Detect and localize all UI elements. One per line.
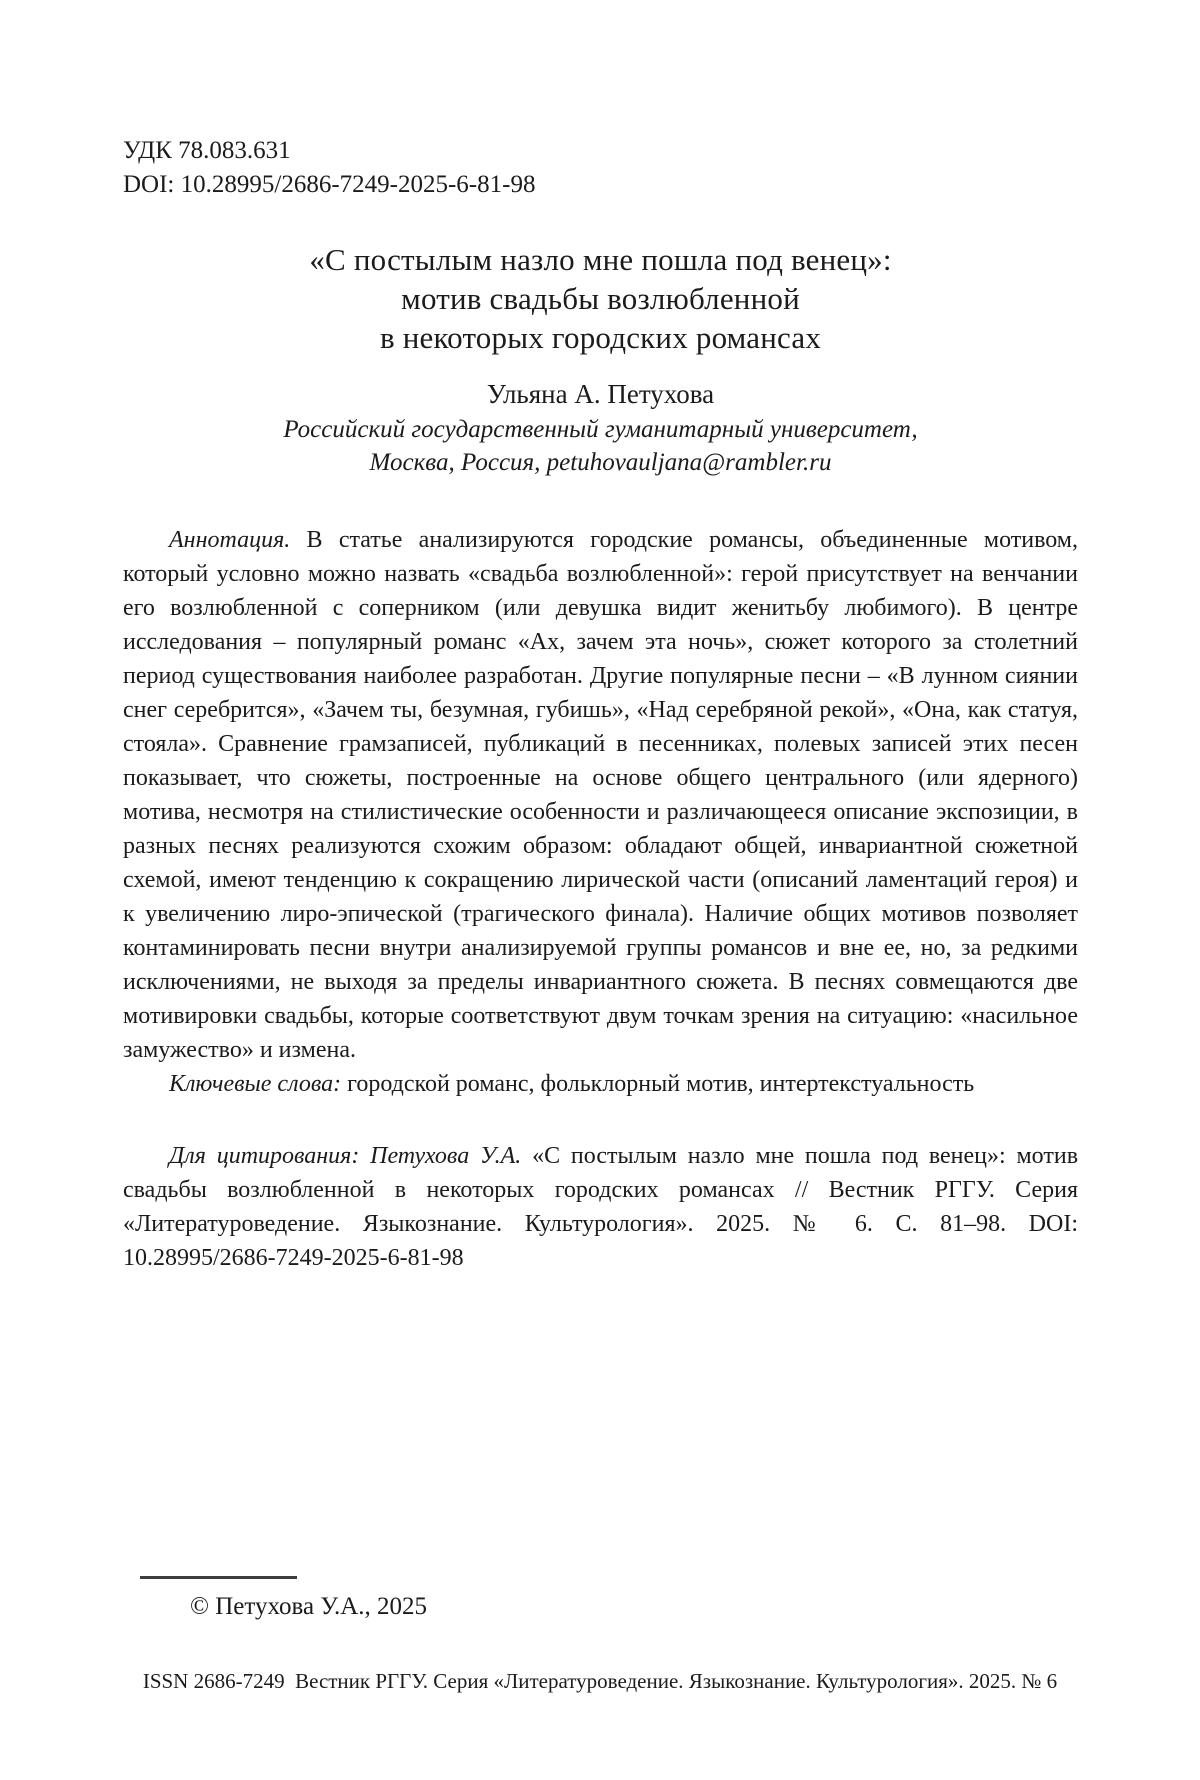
- abstract-label: Аннотация.: [169, 527, 291, 553]
- affiliation-city-email: Москва, Россия, petuhovauljana@rambler.ru: [369, 449, 832, 476]
- citation-author: Петухова У.А.: [359, 1143, 522, 1169]
- article-title: [123, 240, 1078, 357]
- copyright-text: © Петухова У.А., 2025: [190, 1593, 428, 1620]
- article-title-line: «С постылым назло мне пошла под венец»:: [309, 242, 892, 277]
- journal-footer-line: ISSN 2686-7249 Вестник РГГУ. Серия «Литературоведение. Языкознание. Культурология». 2025. № 6: [142, 1669, 1058, 1693]
- page-content: [123, 0, 1078, 1275]
- copyright-divider: [140, 1576, 297, 1579]
- copyright-block: [140, 1576, 427, 1623]
- author-name: Ульяна А. Петухова: [486, 379, 715, 409]
- abstract-text: В статье анализируются городские романсы, объединенные мотивом, который условно можно назвать «свадьба возлюбленной»: герой присутствует на венчании его возлюбленной с соперником (или девушка видит женитьбу любимого). В центре исследования – популярный романс «Ах, зачем эта ночь», сюжет которого за столетний период существования наиболее разработан. Другие популярные песни – «В лунном сиянии снег серебрится», «Зачем ты, безумная, губишь», «Над серебряной рекой», «Она, как статуя, стояла». Сравнение грамзаписей, публикаций в песенниках, полевых записей этих песен показывает, что сюжеты, построенные на основе общего центрального (или ядерного) мотива, несмотря на стилистические особенности и различающееся описание экспозиции, в разных песнях реализуются схожим образом: обладают общей, инвариантной сюжетной схемой, имеют тенденцию к сокращению лирической части (описаний ламентаций героя) и к увеличению лиро-эпической (трагического финала). Наличие общих мотивов позволяет контаминировать песни внутри анализируемой группы романсов и вне ее, но, за редкими исключениями, не выходя за пределы инвариантного сюжета. В песнях совмещаются две мотивировки свадьбы, которые соответствуют двум точкам зрения на ситуацию: «насильное замужество» и измена.: [123, 527, 1078, 1063]
- abstract-paragraph: [123, 523, 1078, 1067]
- doi-number: DOI: 10.28995/2686-7249-2025-6-81-98: [123, 171, 536, 198]
- keywords-text: городской романс, фольклорный мотив, интертекстуальность: [341, 1071, 975, 1097]
- udc-number: УДК 78.083.631: [123, 137, 291, 164]
- citation-paragraph: [123, 1139, 1078, 1275]
- article-title-line: в некоторых городских романсах: [379, 320, 822, 355]
- citation-text: «С постылым назло мне пошла под венец»: мотив свадьбы возлюбленной в некоторых городских романсах // Вестник РГГУ. Серия «Литературоведение. Языкознание. Культурология». 2025. № 6. С. 81–98. DOI: 10.28995/2686-7249-2025-6-81-98: [123, 1143, 1079, 1271]
- affiliation-institution: Российский государственный гуманитарный университет,: [283, 416, 918, 443]
- author-affiliation: [123, 413, 1078, 479]
- article-title-line: мотив свадьбы возлюбленной: [401, 281, 800, 316]
- keywords-paragraph: [123, 1067, 1078, 1101]
- article-meta: [123, 0, 1078, 202]
- citation-label: Для цитирования:: [169, 1143, 360, 1169]
- keywords-label: Ключевые слова:: [169, 1071, 342, 1097]
